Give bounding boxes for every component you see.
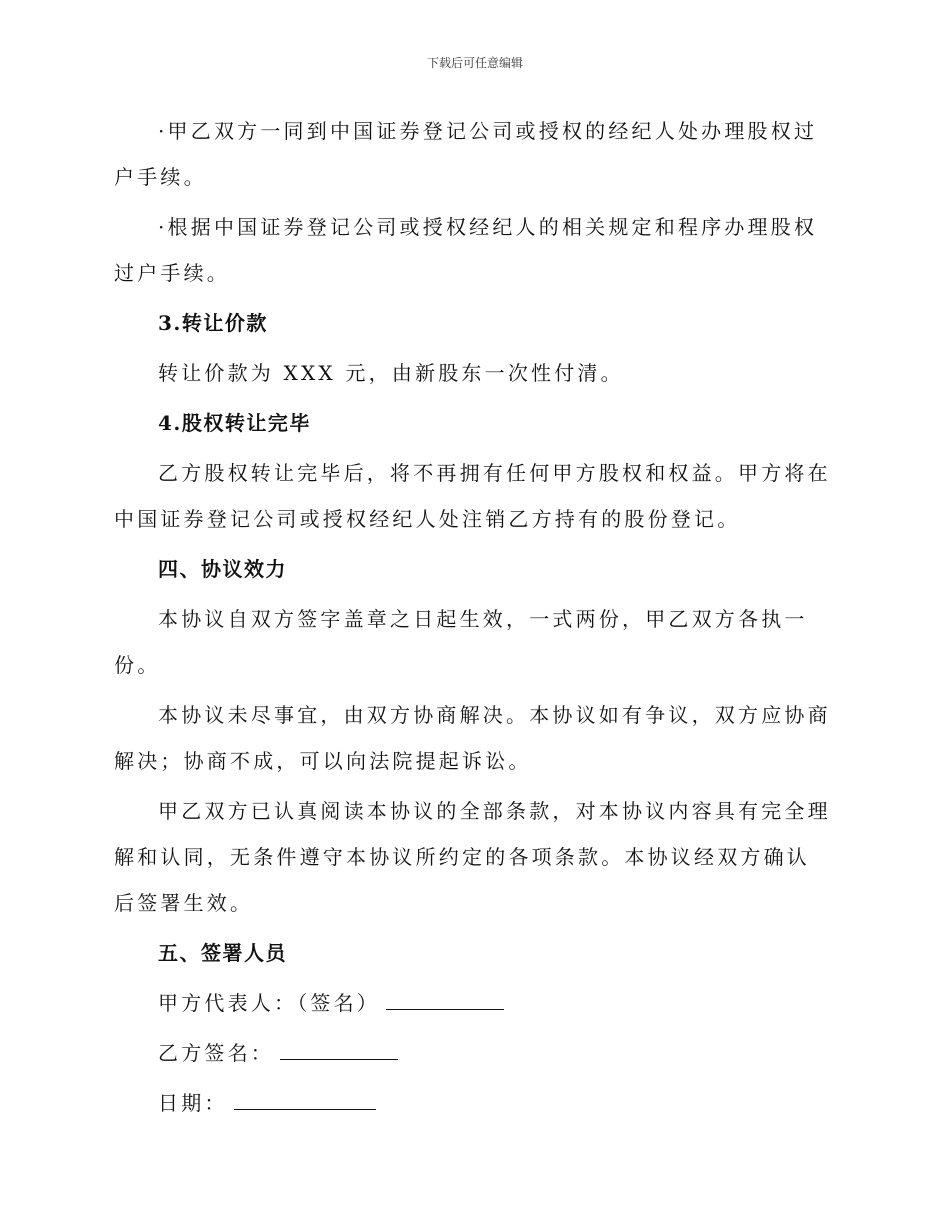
page-header: 下载后可任意编辑 [426, 56, 523, 70]
signature-date [114, 1080, 832, 1126]
paragraph-transfer-procedure-1: ·甲乙双方一同到中国证券登记公司或授权的经纪人处办理股权过户手续。 [114, 119, 818, 189]
document-body [114, 108, 832, 1130]
signature-date-line[interactable] [234, 1087, 376, 1110]
section-heading-signatories: 五、签署人员 [158, 941, 287, 965]
paragraph-effect-1: 本协议自双方签字盖章之日起生效，一式两份，甲乙双方各执一份。 [114, 607, 808, 677]
paragraph-price: 转让价款为 XXX 元，由新股东一次性付清。 [158, 361, 624, 385]
section-heading-completion: 4.股权转让完毕 [158, 411, 311, 435]
signature-party-b [114, 1030, 832, 1076]
paragraph-effect-3: 甲乙双方已认真阅读本协议的全部条款，对本协议内容具有完全理解和认同，无条件遵守本协议所约定的各项条款。本协议经双方确认后签署生效。 [114, 799, 831, 915]
signature-party-a [114, 980, 832, 1026]
paragraph-effect-2: 本协议未尽事宜，由双方协商解决。本协议如有争议，双方应协商解决；协商不成，可以向法院提起诉讼。 [114, 703, 831, 773]
signature-party-a-line[interactable] [386, 987, 504, 1010]
paragraph-completion: 乙方股权转让完毕后，将不再拥有任何甲方股权和权益。甲方将在中国证券登记公司或授权经纪人处注销乙方持有的股份登记。 [114, 461, 831, 531]
signature-date-label: 日期： [158, 1091, 228, 1115]
signature-party-b-line[interactable] [280, 1037, 398, 1060]
signature-party-b-label: 乙方签名： [158, 1041, 274, 1065]
signature-party-a-label: 甲方代表人：（签名） [158, 991, 380, 1015]
section-heading-effect: 四、协议效力 [158, 557, 287, 581]
section-heading-price: 3.转让价款 [158, 311, 268, 335]
paragraph-transfer-procedure-2: ·根据中国证券登记公司或授权经纪人的相关规定和程序办理股权过户手续。 [114, 215, 818, 285]
